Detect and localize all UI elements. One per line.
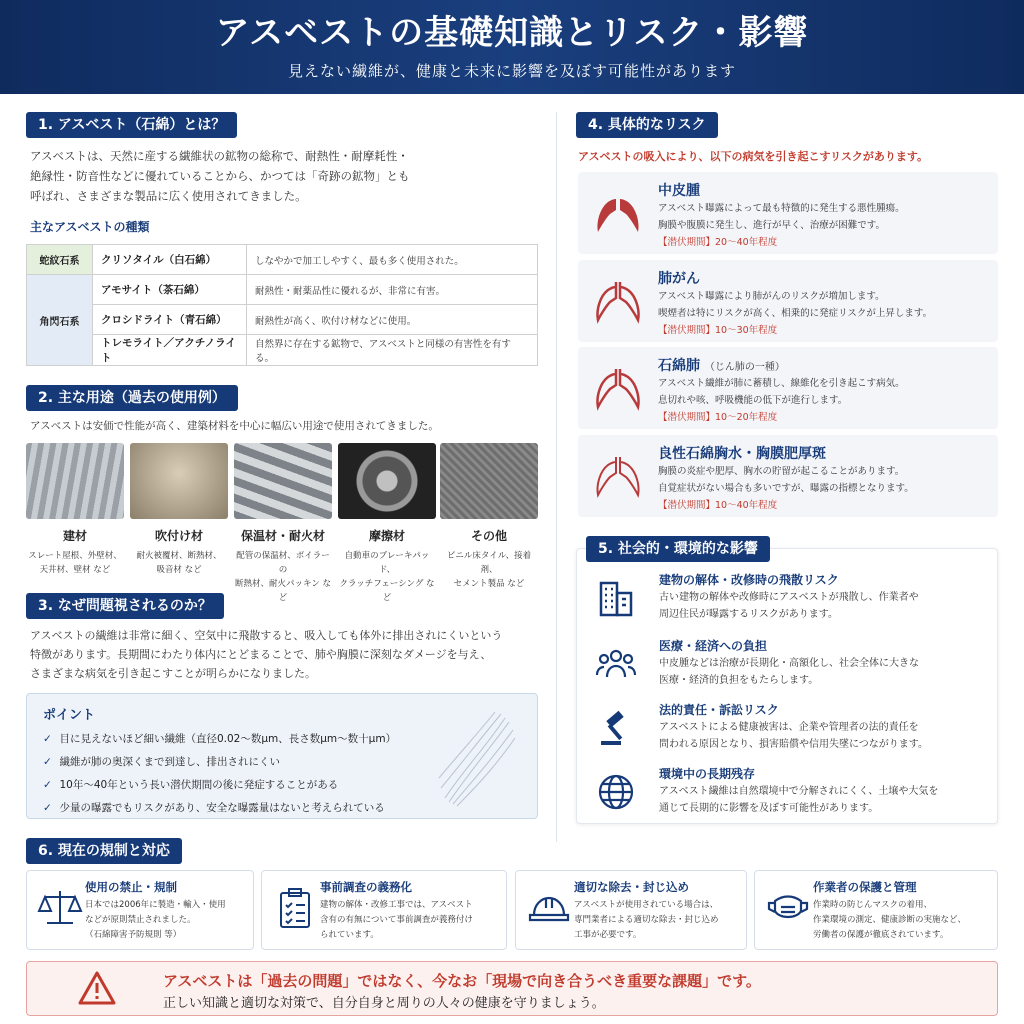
category-cell: 角閃石系 [27, 275, 93, 366]
section-2-title: 2. 主な用途（過去の使用例） [26, 385, 238, 411]
gavel-icon [595, 707, 637, 749]
fiber-illustration [435, 708, 515, 808]
warning-banner [26, 961, 998, 1016]
impact-title: 環境中の長期残存 [659, 767, 756, 781]
use-label: 吹付け材 [154, 529, 203, 543]
points-title: ポイント [43, 708, 96, 723]
regulation-title: 事前調査の義務化 [320, 880, 412, 894]
page-title: アスベストの基礎知識とリスク・影響 [215, 13, 809, 53]
other-material-photo [440, 443, 538, 519]
impact-item [577, 701, 997, 765]
s1-line: アスベストは、天然に産する繊維状の鉱物の総称で、耐熱性・耐摩耗性・ [30, 149, 409, 163]
warning-icon [77, 970, 117, 1006]
banner-subline: 正しい知識と適切な対策で、自分自身と周りの人々の健康を守りましょう。 [163, 996, 605, 1011]
type-desc: しなやかで加工しやすく、最も多く使用された。 [247, 245, 538, 275]
banner-headline: アスベストは「過去の問題」ではなく、今なお「現場で向き合うべき重要な課題」です。 [163, 972, 761, 990]
risk-name: 肺がん [658, 271, 700, 287]
use-desc: 配管の保温材、ボイラーの 断熱材、耐火パッキン など [234, 551, 332, 603]
use-item [26, 443, 124, 577]
list-item: ✓ 繊維が肺の奥深くまで到達し、排出されにくい [43, 751, 396, 774]
impact-item [577, 765, 997, 829]
points-list [43, 728, 396, 820]
lungs-icon [592, 188, 644, 238]
regulation-card [754, 870, 998, 950]
spray-material-photo [130, 443, 228, 519]
hard-hat-icon [526, 885, 572, 931]
section-2-intro: アスベストは安価で性能が高く、建築材料を中心に幅広い用途で使用されてきました。 [30, 420, 439, 432]
risk-name: 中皮腫 [658, 183, 700, 199]
use-item [440, 443, 538, 591]
regulation-card [515, 870, 747, 950]
risk-desc: アスベスト繊維が肺に蓄積し、線維化を引き起こす病気。 息切れや咳、呼吸機能の低下が進行します。 【潜伏期間】10〜20年程度 [658, 378, 905, 423]
regulation-desc: 日本では2006年に製造・輸入・使用 などが原則禁止されました。 （石綿障害予防規則 等） [85, 900, 226, 940]
section-3-body: アスベストの繊維は非常に細く、空気中に飛散すると、吸入しても体外に排出されにくいという 特徴があります。長期間にわたり体内にとどまることで、肺や胸膜に深刻なダメージを与え、 さまざまな病気を引き起こすことが明らかになりました。 [30, 629, 503, 680]
use-label: 保温材・耐火材 [240, 529, 325, 543]
regulation-title: 作業者の保護と管理 [813, 880, 917, 894]
mask-icon [765, 885, 811, 931]
risk-desc: 胸膜の炎症や肥厚、胸水の貯留が起こることがあります。 自覚症状がない場合も多いですが、曝露の指標となります。 【潜伏期間】10〜40年程度 [658, 466, 914, 511]
clipboard-icon [272, 885, 318, 931]
risk-card [578, 347, 998, 429]
type-desc: 耐熱性が高く、吹付け材などに使用。 [247, 305, 538, 335]
insulation-photo [234, 443, 332, 519]
impact-title: 建物の解体・改修時の飛散リスク [659, 573, 839, 587]
use-item [130, 443, 228, 577]
section-1-title: 1. アスベスト（石綿）とは？ [26, 112, 237, 138]
use-label: 建材 [62, 529, 87, 543]
building-icon [595, 577, 637, 619]
use-desc: ビニル床タイル、接着剤、 セメント製品 など [446, 551, 532, 589]
social-impact-box [576, 548, 998, 824]
asbestos-types-table [26, 244, 538, 366]
type-name: クロシドライト（青石綿） [93, 305, 247, 335]
header [0, 0, 1024, 94]
impact-title: 法的責任・訴訟リスク [659, 703, 779, 717]
impact-title: 医療・経済への負担 [659, 639, 768, 653]
use-item [234, 443, 332, 605]
type-desc: 耐熱性・耐薬品性に優れるが、非常に有害。 [247, 275, 538, 305]
section-6-title: 6. 現在の規制と対応 [26, 838, 182, 864]
points-box [26, 693, 538, 819]
uses-gallery [26, 443, 538, 603]
risk-name: 良性石綿胸水・胸膜肥厚斑 [658, 446, 826, 462]
globe-icon [595, 771, 637, 813]
risk-desc: アスベスト曝露によって最も特徴的に発生する悪性腫瘍。 胸膜や腹膜に発生し、進行が早く、治療が困難です。 【潜伏期間】20〜40年程度 [658, 203, 905, 248]
regulation-title: 適切な除去・封じ込め [574, 880, 689, 894]
section-3-title: 3. なぜ問題視されるのか？ [26, 593, 224, 619]
section-4-title: 4. 具体的なリスク [576, 112, 718, 138]
s1-line: 絶縁性・防音性などに優れていることから、かつては「奇跡の鉱物」とも [30, 169, 410, 183]
impact-desc: アスベストによる健康被害は、企業や管理者の法的責任を 問われる原因となり、損害賠償や信用失墜につながります。 [659, 722, 928, 750]
risk-card [578, 172, 998, 254]
page-subtitle: 見えない繊維が、健康と未来に影響を及ぼす可能性があります [287, 62, 736, 80]
type-name: トレモライト／アクチノライト [93, 335, 247, 366]
lungs-icon [592, 451, 644, 501]
regulation-card [261, 870, 507, 950]
use-label: その他 [470, 529, 507, 543]
type-name: アモサイト（茶石綿） [93, 275, 247, 305]
category-cell: 蛇紋石系 [27, 245, 93, 275]
regulation-desc: 建物の解体・改修工事では、アスベスト 含有の有無について事前調査が義務付け られています。 [320, 900, 473, 940]
impact-item [577, 571, 997, 635]
impact-item [577, 637, 997, 701]
use-desc: 自動車のブレーキパッド、 クラッチフェーシング など [339, 551, 435, 603]
risk-desc: アスベスト曝露により肺がんのリスクが増加します。 喫煙者は特にリスクが高く、相乗的に発症リスクが上昇します。 【潜伏期間】10〜30年程度 [658, 291, 933, 336]
use-label: 摩擦材 [368, 529, 405, 543]
impact-desc: 古い建物の解体や改修時にアスベストが飛散し、作業者や 周辺住民が曝露するリスクがあります。 [659, 592, 919, 620]
use-item [338, 443, 436, 605]
table-row [27, 305, 538, 335]
type-name: クリソタイル（白石綿） [93, 245, 247, 275]
scales-icon [37, 885, 83, 931]
friction-material-photo [338, 443, 436, 519]
use-desc: 耐火被覆材、断熱材、 吸音材 など [136, 551, 222, 575]
table-row [27, 275, 538, 305]
type-desc: 自然界に存在する鉱物で、アスベストと同様の有害性を有する。 [247, 335, 538, 366]
column-divider [556, 112, 557, 842]
impact-desc: アスベスト繊維は自然環境中で分解されにくく、土壌や大気を 通じて長期的に影響を及ぼす可能性があります。 [659, 786, 939, 814]
section-5-title: 5. 社会的・環境的な影響 [586, 536, 770, 562]
regulation-card [26, 870, 254, 950]
regulation-desc: アスベストが使用されている場合は、 専門業者による適切な除去・封じ込め 工事が必要です。 [574, 900, 719, 940]
section-1-body [30, 146, 540, 206]
risk-lead: アスベストの吸入により、以下の病気を引き起こすリスクがあります。 [578, 150, 929, 163]
s1-line: 呼ばれ、さまざまな製品に広く使用されてきました。 [30, 189, 307, 203]
list-item: ✓ 少量の曝露でもリスクがあり、安全な曝露量はないと考えられている [43, 797, 396, 820]
impact-desc: 中皮腫などは治療が長期化・高額化し、社会全体に大きな 医療・経済的負担をもたらします。 [659, 658, 919, 686]
building-material-photo [26, 443, 124, 519]
use-desc: スレート屋根、外壁材、 天井材、壁材 など [28, 551, 122, 575]
lungs-icon [592, 276, 644, 326]
list-item: ✓ 目に見えないほど細い繊維（直径0.02〜数μm、長さ数μm〜数十μm） [43, 728, 396, 751]
types-title: 主なアスベストの種類 [30, 220, 150, 234]
list-item: ✓ 10年〜40年という長い潜伏期間の後に発症することがある [43, 774, 396, 797]
lungs-icon [592, 363, 644, 413]
people-icon [595, 643, 637, 685]
risk-card [578, 260, 998, 342]
risk-name: 石綿肺 （じん肺の一種） [658, 358, 785, 374]
table-row [27, 245, 538, 275]
regulation-title: 使用の禁止・規制 [85, 880, 177, 894]
regulation-desc: 作業時の防じんマスクの着用、 作業環境の測定、健康診断の実施など、 労働者の保護が徹底されています。 [813, 900, 967, 940]
risk-card [578, 435, 998, 517]
table-row [27, 335, 538, 366]
